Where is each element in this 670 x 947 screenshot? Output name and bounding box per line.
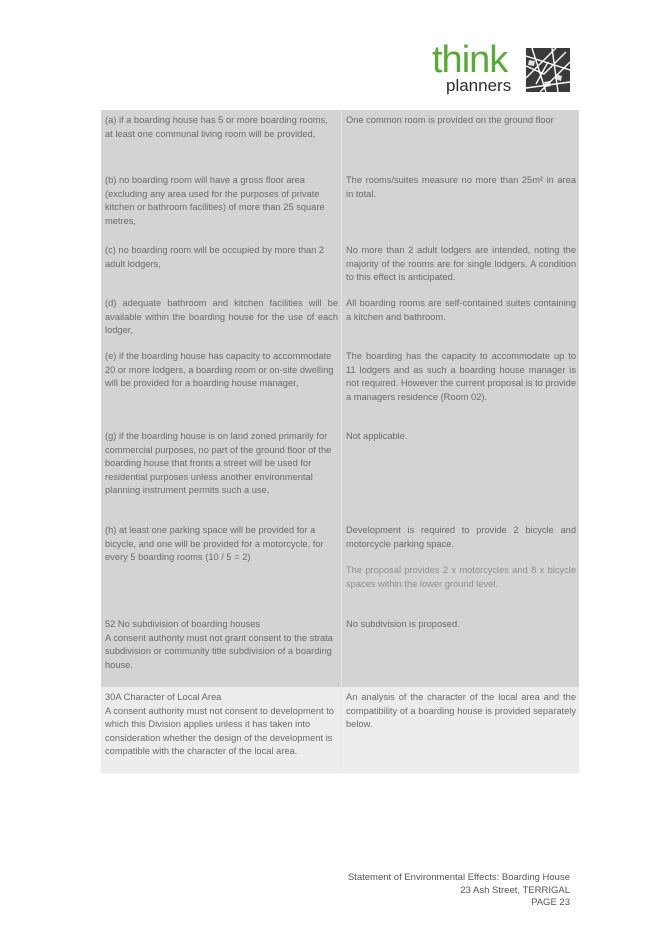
response-cell: All boarding rooms are self-contained suites containing a kitchen and bathroom. bbox=[341, 293, 579, 346]
clause-title: 52 No subdivision of boarding houses bbox=[105, 619, 261, 629]
response-cell: The boarding has the capacity to accommodate up to 11 lodgers and as such a boarding house manager is not required. However the current proposal is to provide a managers residence (Room 02). bbox=[341, 346, 579, 426]
response-cell: An analysis of the character of the local area and the compatibility of a boarding house is provided separately below. bbox=[341, 687, 579, 773]
document-title: Statement of Environmental Effects: Boarding House bbox=[347, 872, 570, 883]
criterion-cell: (a) if a boarding house has 5 or more boarding rooms, at least one communal living room will be provided, bbox=[101, 110, 341, 170]
street-map-icon bbox=[526, 48, 570, 92]
clause-title: 30A Character of Local Area bbox=[105, 692, 222, 702]
response-cell: One common room is provided on the ground floor bbox=[341, 110, 579, 170]
table-row bbox=[101, 170, 579, 240]
response-cell bbox=[341, 520, 579, 614]
criterion-cell: (b) no boarding room will have a gross floor area (excluding any area used for the purposes of private kitchen or bathroom facilities) of more than 25 square metres, bbox=[101, 170, 341, 240]
logo-word-planners: planners bbox=[446, 76, 512, 95]
criterion-cell: (d) adequate bathroom and kitchen facilities will be available within the boarding house for the use of each lodger, bbox=[101, 293, 341, 346]
page-number: PAGE 23 bbox=[531, 897, 570, 908]
response-cell: No more than 2 adult lodgers are intended, noting the majority of the rooms are for single lodgers. A condition to this effect is anticipated. bbox=[341, 240, 579, 293]
response-cell: Not applicable. bbox=[341, 426, 579, 520]
clause-text: A consent authority must not grant consent to the strata subdivision or community title subdivision of a boarding house. bbox=[105, 632, 333, 670]
criterion-cell: (h) at least one parking space will be provided for a bicycle, and one will be provided for a motorcycle, for every 5 boarding rooms (10 / 5 = 2) bbox=[101, 520, 341, 614]
think-planners-logo bbox=[432, 39, 574, 98]
table-row bbox=[101, 240, 579, 293]
table-row bbox=[101, 110, 579, 170]
table-row bbox=[101, 426, 579, 520]
response-cell: No subdivision is proposed. bbox=[341, 614, 579, 687]
response-cell: The rooms/suites measure no more than 25m² in area in total. bbox=[341, 170, 579, 240]
compliance-table bbox=[101, 110, 579, 773]
response-text: Development is required to provide 2 bicycle and motorcycle parking space. bbox=[346, 525, 576, 549]
criterion-cell: (g) if the boarding house is on land zoned primarily for commercial purposes, no part of the ground floor of the boarding house that fronts a street will be used for residential purposes unless another environmental planning instrument permits such a use, bbox=[101, 426, 341, 520]
table-row bbox=[101, 293, 579, 346]
criterion-cell: (e) if the boarding house has capacity to accommodate 20 or more lodgers, a boarding room or on-site dwelling will be provided for a boarding house manager, bbox=[101, 346, 341, 426]
criterion-cell bbox=[101, 614, 341, 687]
page-footer bbox=[348, 872, 570, 910]
criterion-cell bbox=[101, 687, 341, 773]
table-row bbox=[101, 614, 579, 687]
logo-word-think: think bbox=[432, 39, 508, 81]
response-text-secondary: The proposal provides 2 x motorcycles and 8 x bicycle spaces within the lower ground level. bbox=[346, 565, 576, 589]
table-row bbox=[101, 346, 579, 426]
clause-text: A consent authority must not consent to development to which this Division applies unless it has taken into consideration whether the design of the development is compatible with the character of the local area. bbox=[105, 705, 334, 756]
criterion-cell: (c) no boarding room will be occupied by more than 2 adult lodgers, bbox=[101, 240, 341, 293]
table-row bbox=[101, 687, 579, 773]
table-row bbox=[101, 520, 579, 614]
site-address: 23 Ash Street, TERRIGAL bbox=[460, 884, 570, 896]
